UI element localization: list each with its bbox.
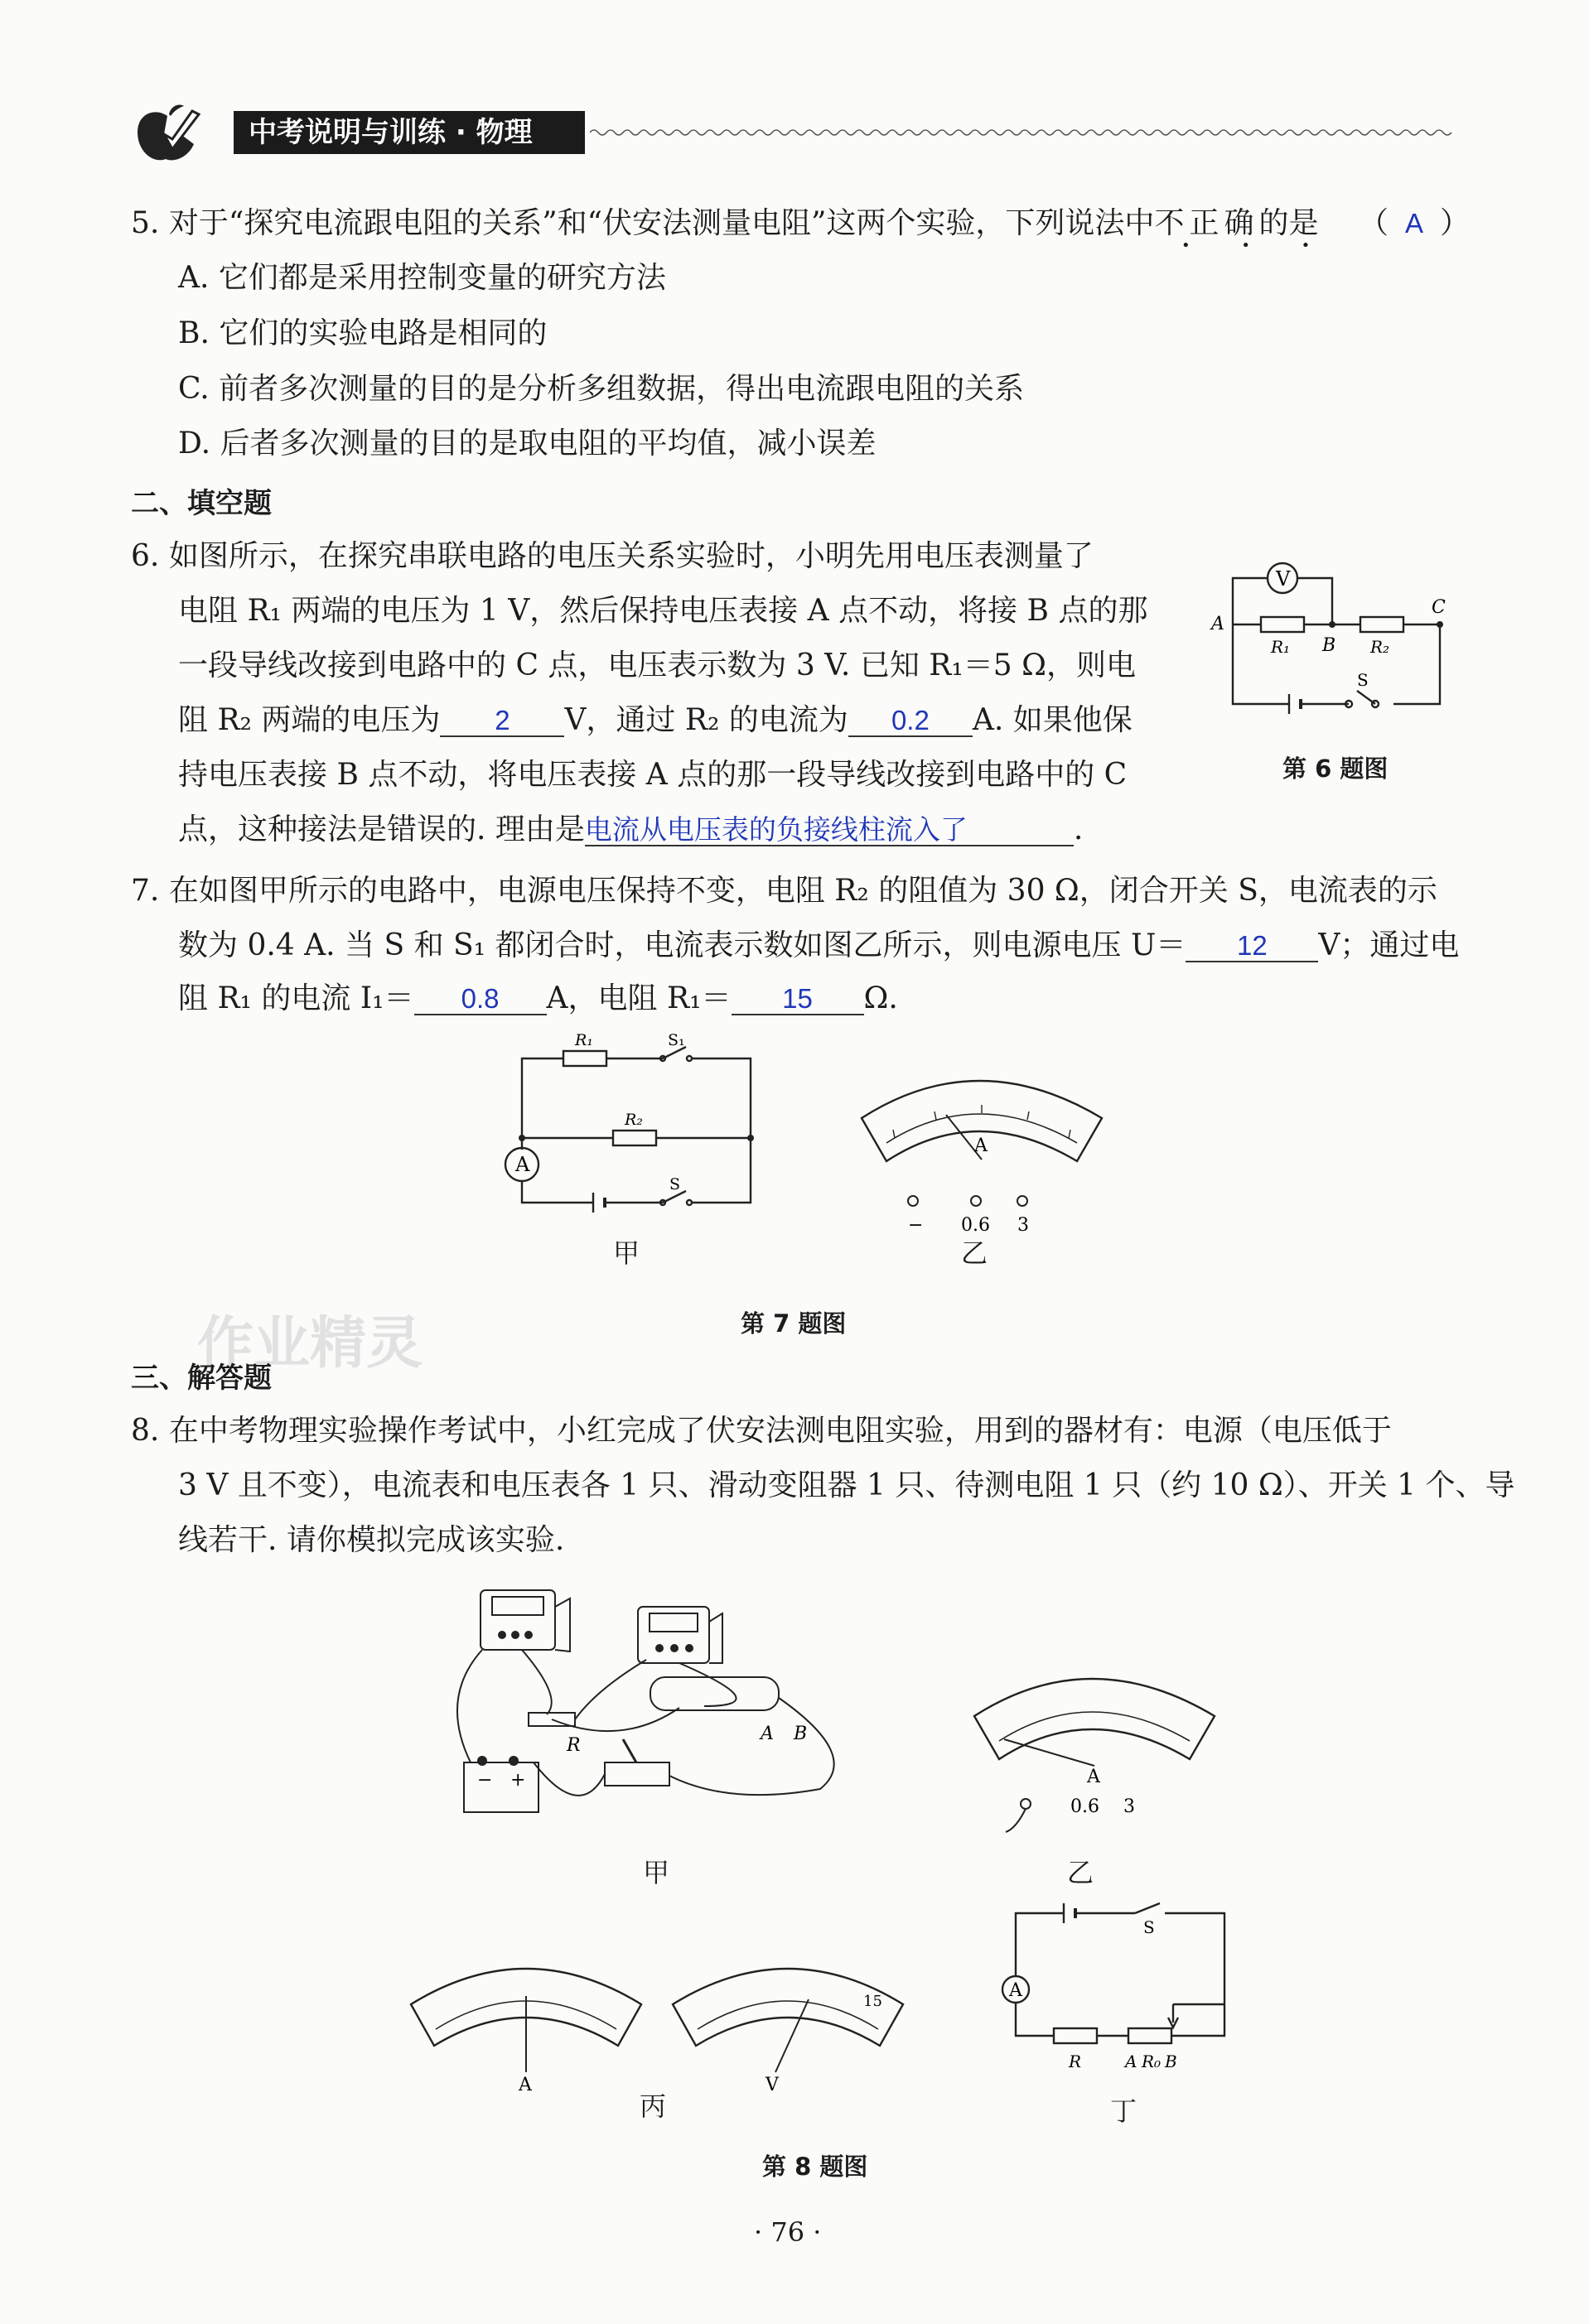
q6-line4: 阻 R₂ 两端的电压为 2 V，通过 R₂ 的电流为 0.2 A. 如果他保 xyxy=(178,703,1133,737)
q5-answer: A xyxy=(1405,208,1424,239)
q8-line1: 8. 在中考物理实验操作考试中，小红完成了伏安法测电阻实验，用到的器材有：电源（电压低于 xyxy=(131,1414,1392,1448)
q8-apparatus-figure xyxy=(431,1574,878,1850)
q6-fig-label-b: B xyxy=(1322,635,1336,656)
q8-ding-label-s: S xyxy=(1143,1917,1155,1937)
q8-fig-label-neg: − xyxy=(477,1770,493,1791)
q6-answer-reason: 电流从电压表的负接线柱流入了 xyxy=(584,814,968,845)
q8-fig-ding-label: 丁 xyxy=(1110,2095,1137,2127)
q8-voltmeter-bing-figure xyxy=(668,1956,908,2100)
q8-line3: 线若干. 请你模拟完成该实验. xyxy=(178,1523,565,1557)
q7-fig-label-s: S xyxy=(669,1175,681,1193)
page-number: · 76 · xyxy=(754,2216,822,2248)
q6-line1: 6. 如图所示，在探究串联电路的电压关系实验时，小明先用电压表测量了 xyxy=(131,539,1094,573)
q8-circuit-ding-figure xyxy=(994,1897,1243,2082)
section-solve-heading: 三、解答题 xyxy=(131,1362,272,1395)
q8-bing-voltmeter-unit: V xyxy=(766,2075,779,2095)
q7-answer-resistance: 15 xyxy=(782,983,813,1014)
q5-answer-bracket: （ A ） xyxy=(1359,206,1471,240)
q7-fig-label-r1: R₁ xyxy=(575,1034,593,1049)
q5-option-d: D. 后者多次测量的目的是取电阻的平均值，减小误差 xyxy=(178,427,877,460)
q5-emphasis-dots: 不正确 xyxy=(1154,206,1259,240)
q8-ding-meter-label: A xyxy=(1009,1980,1022,2001)
header-logo-icon xyxy=(131,101,205,167)
q7-line2: 数为 0.4 A. 当 S 和 S₁ 都闭合时，电流表示数如图乙所示，则电源电压 U＝ 12 V；通过电 xyxy=(178,928,1460,962)
q6-fig-label-s: S xyxy=(1357,670,1369,690)
q7-fig-a-label: 甲 xyxy=(613,1237,640,1269)
q7-ammeter-figure xyxy=(853,1068,1110,1237)
q7-ammeter-unit: A xyxy=(974,1135,988,1156)
q5-option-b: B. 它们的实验电路是相同的 xyxy=(178,316,548,350)
q6-line2: 电阻 R₁ 两端的电压为 1 V，然后保持电压表接 A 点不动，将接 B 点的那 xyxy=(178,594,1148,628)
q8-ding-label-r0: R₀ xyxy=(1142,2052,1162,2071)
q5-option-c: C. 前者多次测量的目的是分析多组数据，得出电流跟电阻的关系 xyxy=(178,372,1025,406)
q6-fig-label-a: A xyxy=(1211,614,1224,634)
q7-answer-current: 0.8 xyxy=(461,983,500,1014)
q6-fig-label-r1: R₁ xyxy=(1271,637,1291,657)
q7-line1: 7. 在如图甲所示的电路中，电源电压保持不变，电阻 R₂ 的阻值为 30 Ω，闭合开关 S，电流表的示 xyxy=(131,874,1437,908)
q6-line3: 一段导线改接到电路中的 C 点，电压表示数为 3 V. 已知 R₁＝5 Ω，则电 xyxy=(178,649,1136,682)
q8-ding-label-b: B xyxy=(1165,2052,1177,2071)
watermark: 作业精灵 xyxy=(197,1311,423,1377)
q7-line3: 阻 R₁ 的电流 I₁＝ 0.8 A，电阻 R₁＝ 15 Ω. xyxy=(178,981,898,1015)
q8-ammeter-yi-figure xyxy=(966,1666,1223,1844)
q7-figure-caption: 第 7 题图 xyxy=(741,1309,847,1338)
q5-emphasis-marks: • • • xyxy=(1181,237,1334,254)
q8-ding-label-r: R xyxy=(1069,2052,1082,2071)
q6-line6: 点，这种接法是错误的. 理由是电流从电压表的负接线柱流入了 . xyxy=(178,812,1084,846)
q8-line2: 3 V 且不变），电流表和电压表各 1 只、滑动变阻器 1 只、待测电阻 1 只（约 10 Ω）、开关 1 个、导 xyxy=(178,1468,1515,1502)
q6-fig-label-c: C xyxy=(1432,597,1446,618)
q8-fig-yi-label: 乙 xyxy=(1067,1857,1094,1888)
q5-option-a: A. 它们都是采用控制变量的研究方法 xyxy=(178,261,666,295)
q7-answer-voltage: 12 xyxy=(1236,930,1268,961)
q8-fig-label-b: B xyxy=(794,1724,808,1744)
q7-circuit-figure xyxy=(497,1034,770,1227)
q8-fig-label-r: R xyxy=(567,1735,581,1756)
q7-fig-label-r2: R₂ xyxy=(625,1111,643,1129)
q8-figure-caption: 第 8 题图 xyxy=(762,2153,868,2181)
q8-fig-label-pos: + xyxy=(510,1770,526,1791)
q8-ammeter-bing-figure xyxy=(406,1956,646,2100)
q6-line5: 持电压表接 B 点不动，将电压表接 A 点的那一段导线改接到电路中的 C xyxy=(178,758,1128,792)
q8-yi-terminal-3: 3 xyxy=(1123,1796,1135,1817)
header-wavy-rule xyxy=(590,124,1493,144)
q8-fig-jia-label: 甲 xyxy=(643,1857,670,1888)
header-title: 中考说明与训练 · 物理 xyxy=(249,116,533,149)
q8-bing-ammeter-unit: A xyxy=(519,2075,532,2095)
section-fill-in-heading: 二、填空题 xyxy=(131,487,272,520)
q8-yi-unit: A xyxy=(1087,1767,1100,1787)
q7-terminal-neg: − xyxy=(908,1215,924,1234)
q8-bing-voltmeter-15: 15 xyxy=(863,1993,882,2010)
q6-answer-current: 0.2 xyxy=(891,705,930,735)
q7-fig-b-label: 乙 xyxy=(961,1237,988,1269)
q6-circuit-figure xyxy=(1210,553,1475,730)
q7-fig-label-s1: S₁ xyxy=(668,1034,685,1049)
q7-terminal-3: 3 xyxy=(1017,1215,1029,1234)
q7-fig-meter-label: A xyxy=(515,1153,530,1176)
q6-figure-caption: 第 6 题图 xyxy=(1282,755,1389,783)
q6-fig-label-r2: R₂ xyxy=(1370,637,1390,657)
q5-stem: 5. 对于“探究电流跟电阻的关系”和“伏安法测量电阻”这两个实验，下列说法中不正确的是 xyxy=(131,206,1319,240)
q6-fig-meter-label: V xyxy=(1276,567,1291,591)
q8-fig-bing-label: 丙 xyxy=(640,2090,667,2122)
q6-answer-voltage: 2 xyxy=(495,705,510,735)
q8-fig-label-a: A xyxy=(761,1724,774,1744)
q7-terminal-06: 0.6 xyxy=(961,1215,990,1234)
q8-yi-terminal-06: 0.6 xyxy=(1070,1796,1099,1817)
q8-ding-label-a: A xyxy=(1125,2052,1137,2071)
